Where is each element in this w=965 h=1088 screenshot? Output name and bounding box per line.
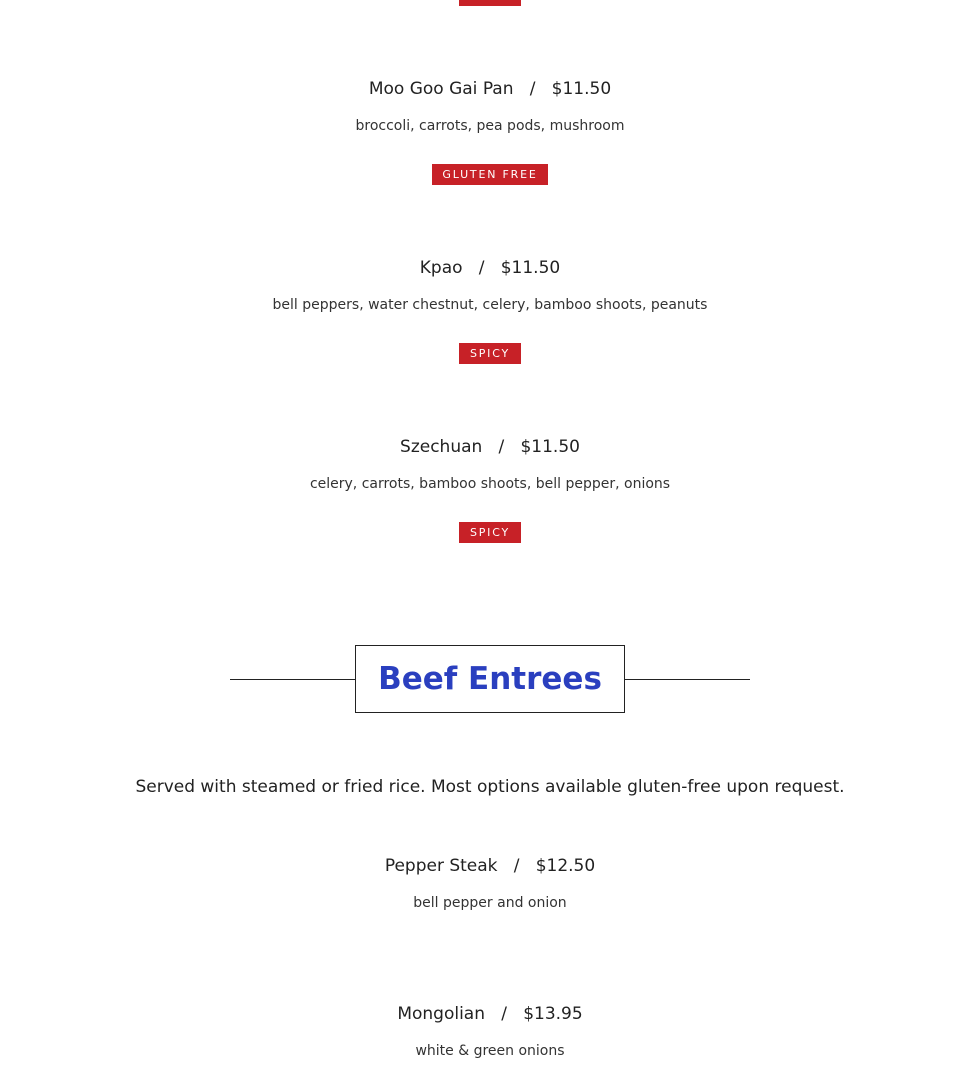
- dish-description: bell pepper and onion: [413, 895, 567, 911]
- dish-separator: /: [529, 79, 536, 99]
- dish-separator: /: [501, 1004, 507, 1024]
- dish-name: Kpao: [419, 258, 463, 278]
- dish-description: celery, carrots, bamboo shoots, bell pepper, onions: [309, 476, 671, 492]
- dish-description: white & green onions: [415, 1043, 565, 1059]
- dish-name: Szechuan: [400, 437, 483, 457]
- dish-description: bell peppers, water chestnut, celery, bamboo shoots, peanuts: [272, 297, 708, 313]
- gluten-free-tag: GLUTEN FREE: [432, 164, 548, 185]
- dish-price: $12.50: [535, 856, 596, 876]
- dish-price: $11.50: [551, 79, 612, 99]
- spicy-tag: SPICY: [459, 343, 521, 364]
- section-title: Beef Entrees: [378, 661, 602, 697]
- previous-dish-tag: [459, 0, 521, 6]
- dish-description: broccoli, carrots, pea pods, mushroom: [355, 118, 625, 134]
- section-rule-left: [230, 679, 355, 680]
- dish-name: Moo Goo Gai Pan: [368, 79, 514, 99]
- dish-price: $13.95: [523, 1004, 583, 1024]
- section-rule-right: [625, 679, 750, 680]
- dish-name: Pepper Steak: [384, 856, 498, 876]
- dish-separator: /: [478, 258, 485, 278]
- dish-title-szechuan: [0, 436, 965, 458]
- dish-price: $11.50: [500, 258, 561, 278]
- dish-price: $11.50: [520, 437, 580, 457]
- dish-name: Mongolian: [397, 1004, 486, 1024]
- spicy-tag: SPICY: [459, 522, 521, 543]
- dish-title-mongolian: [0, 1003, 965, 1025]
- dish-separator: /: [498, 437, 505, 457]
- section-note: Served with steamed or fried rice. Most options available gluten-free upon request.: [135, 777, 845, 797]
- section-heading-box: [355, 645, 625, 713]
- dish-title-pepper-steak: [0, 855, 965, 877]
- dish-title-kpao: [0, 257, 965, 279]
- dish-title-moo-goo-gai-pan: [0, 78, 965, 100]
- dish-separator: /: [513, 856, 520, 876]
